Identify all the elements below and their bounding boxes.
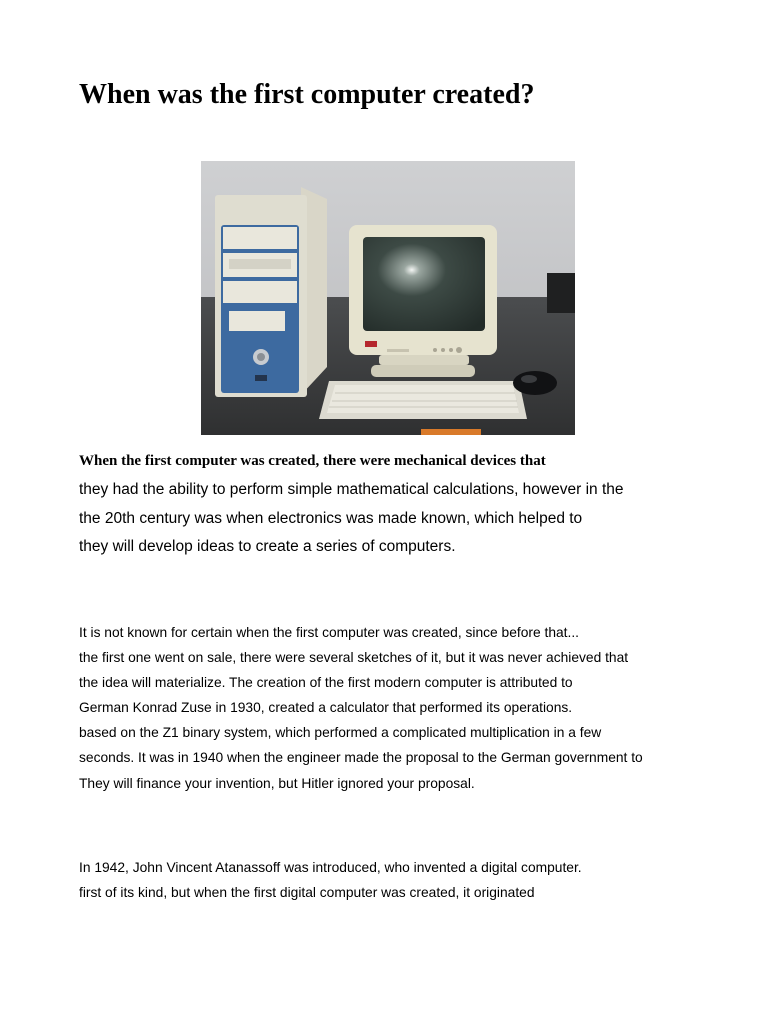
paragraph-1-line: they had the ability to perform simple mathematical calculations, however in the xyxy=(79,481,624,498)
paragraph-2-line: It is not known for certain when the first computer was created, since before that... xyxy=(79,625,579,640)
paragraph-2-line: seconds. It was in 1940 when the engineer made the proposal to the German government to xyxy=(79,750,643,766)
paragraph-2-line: based on the Z1 binary system, which performed a complicated multiplication in a few xyxy=(79,725,602,741)
paragraph-2 xyxy=(79,620,643,796)
paragraph-2-line: They will finance your invention, but Hitler ignored your proposal. xyxy=(79,775,475,791)
paragraph-3-line: In 1942, John Vincent Atanassoff was introduced, who invented a digital computer. xyxy=(79,860,582,875)
paragraph-1-line: the 20th century was when electronics was made known, which helped to xyxy=(79,509,583,527)
paragraph-1 xyxy=(79,476,624,562)
paragraph-2-line: German Konrad Zuse in 1930, created a calculator that performed its operations. xyxy=(79,700,573,716)
paragraph-3 xyxy=(79,855,582,905)
page-title: When was the first computer created? xyxy=(79,79,535,110)
paragraph-3-line: first of its kind, but when the first digital computer was created, it originated xyxy=(79,885,535,901)
paragraph-1-line: they will develop ideas to create a series of computers. xyxy=(79,538,456,555)
paragraph-2-line: the first one went on sale, there were several sketches of it, but it was never achieved that xyxy=(79,650,629,666)
computer-photo xyxy=(201,161,575,435)
lead-sentence: When the first computer was created, there were mechanical devices that xyxy=(79,453,546,469)
paragraph-2-line: the idea will materialize. The creation of the first modern computer is attributed to xyxy=(79,675,573,691)
